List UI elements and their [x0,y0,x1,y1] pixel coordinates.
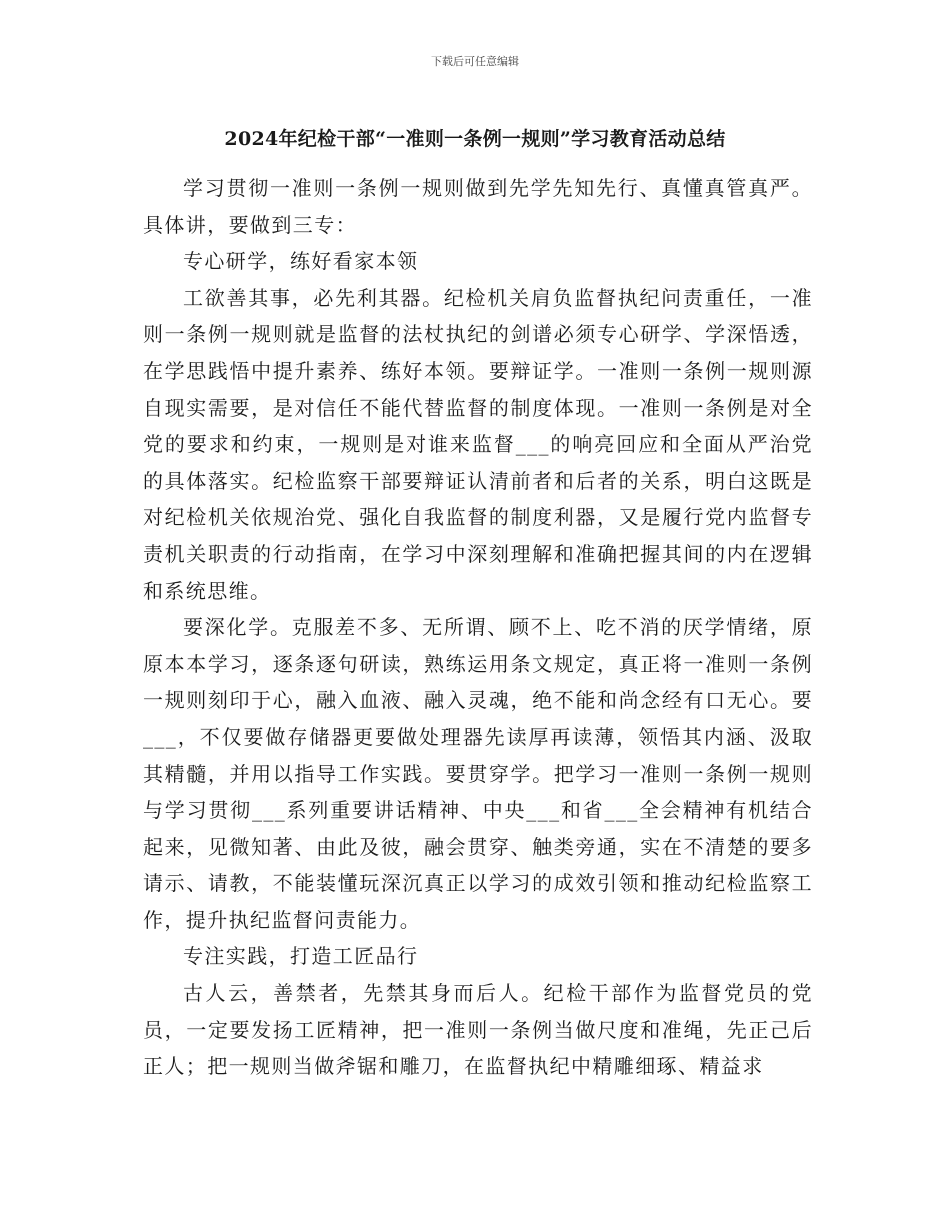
paragraph-study-dialectic: 工欲善其事，必先利其器。纪检机关肩负监督执纪问责重任，一准则一条例一规则就是监督的法杖执纪的剑谱必须专心研学、学深悟透，在学思践悟中提升素养、练好本领。要辩证学。一准则一条例一规则源自现实需要，是对信任不能代替监督的制度体现。一准则一条例是对全党的要求和约束，一规则是对谁来监督___的响亮回应和全面从严治党的具体落实。纪检监察干部要辩证认清前者和后者的关系，明白这既是对纪检机关依规治党、强化自我监督的制度利器，又是履行党内监督专责机关职责的行动指南，在学习中深刻理解和准确把握其间的内在逻辑和系统思维。 [143,285,813,603]
header-note: 下载后可任意编辑 [431,55,519,68]
paragraph-study-deepen: 要深化学。克服差不多、无所谓、顾不上、吃不消的厌学情绪，原原本本学习，逐条逐句研读，熟练运用条文规定，真正将一准则一条例一规则刻印于心，融入血液、融入灵魂，绝不能和尚念经有口无心。要___，不仅要做存储器更要做处理器先读厚再读薄，领悟其内涵、汲取其精髓，并用以指导工作实践。要贯穿学。把学习一准则一条例一规则与学习贯彻___系列重要讲话精神、中央___和省___全会精神有机结合起来，见微知著、由此及彼，融会贯穿、触类旁通，实在不清楚的要多请示、请教，不能装懂玩深沉真正以学习的成效引领和推动纪检监察工作，提升执纪监督问责能力。 [143,615,813,932]
section-heading-study: 专心研学，练好看家本领 [183,249,419,274]
paragraph-practice: 古人云，善禁者，先禁其身而后人。纪检干部作为监督党员的党员，一定要发扬工匠精神，把一准则一条例当做尺度和准绳，先正己后正人；把一规则当做斧锯和雕刀，在监督执纪中精雕细琢、精益求 [143,981,813,1079]
section-heading-practice: 专注实践，打造工匠品行 [183,944,419,969]
document-title: 2024年纪检干部“一准则一条例一规则”学习教育活动总结 [224,128,726,150]
paragraph-intro: 学习贯彻一准则一条例一规则做到先学先知先行、真懂真管真严。具体讲，要做到三专： [143,176,813,237]
document-body [143,170,813,1085]
